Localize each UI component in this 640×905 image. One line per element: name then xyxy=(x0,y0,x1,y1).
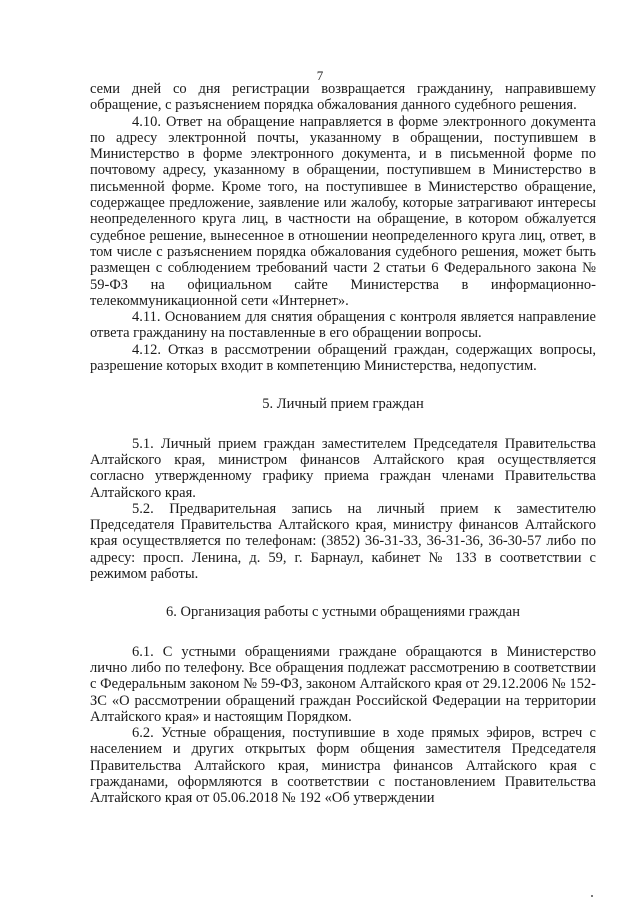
paragraph-continuation: семи дней со дня регистрации возвращается гражданину, направившему обращение, с разъяснением порядка обжалования данного судебного решения. xyxy=(90,81,596,114)
section-6-heading: 6. Организация работы с устными обращениями граждан xyxy=(166,604,520,621)
page-number: 7 xyxy=(316,68,324,83)
paragraph-5-2: 5.2. Предварительная запись на личный прием к заместителю Председателя Правительства Алтайского края, министру финансов Алтайского края осуществляется по телефонам: (3852) 36-31-33, 36-31-36, 36-30-57 либо по адресу: просп. Ленина, д. 59, г. Барнаул, кабинет № 133 в соответствии с режимом работы. xyxy=(90,500,596,583)
paragraph-4-11: 4.11. Основанием для снятия обращения с контроля является направление ответа гражданину на поставленные в его обращении вопросы. xyxy=(90,309,596,342)
document-body xyxy=(90,81,596,807)
paragraph-6-1: 6.1. С устными обращениями граждане обращаются в Министерство лично либо по телефону. Все обращения подлежат рассмотрению в соответствии с Федеральным законом № 59-ФЗ, законом Алтайского края от 29.12.2006 № 152-ЗС «О рассмотрении обращений граждан Российской Федерации на территории Алтайского края» и настоящим Порядком. xyxy=(90,643,596,725)
paragraph-6-2: 6.2. Устные обращения, поступившие в ходе прямых эфиров, встреч с населением и других открытых форм общения заместителя Председателя Правительства Алтайского края, министра финансов Алтайского края с гражданами, оформляются в соответствии с постановлением Правительства Алтайского края от 05.06.2018 № 192 «Об утверждении xyxy=(90,725,596,807)
paragraph-4-10: 4.10. Ответ на обращение направляется в форме электронного документа по адресу электронной почты, указанному в обращении, поступившем в Министерство в форме электронного документа, и в письменной форме по почтовому адресу, указанному в обращении, поступившем в Министерство в письменной форме. Кроме того, на поступившее в Министерство обращение, содержащее предложение, заявление или жалобу, которые затрагивают интересы неопределенного круга лиц, в частности на обращение, в котором обжалуется судебное решение, вынесенное в отношении неопределенного круга лиц, ответ, в том числе с разъяснением порядка обжалования судебного решения, может быть размещен с соблюдением требований части 2 статьи 6 Федерального закона № 59-ФЗ на официальном сайте Министерства в информационно-телекоммуникационной сети «Интернет». xyxy=(90,113,596,309)
paragraph-4-12: 4.12. Отказ в рассмотрении обращений граждан, содержащих вопросы, разрешение которых входит в компетенцию Министерства, недопустим. xyxy=(90,341,596,375)
section-5-heading: 5. Личный прием граждан xyxy=(262,396,424,413)
scan-speck xyxy=(591,895,593,897)
paragraph-5-1: 5.1. Личный прием граждан заместителем Председателя Правительства Алтайского края, министром финансов Алтайского края осуществляется согласно утвержденному графику приема граждан членами Правительства Алтайского края. xyxy=(90,435,596,501)
